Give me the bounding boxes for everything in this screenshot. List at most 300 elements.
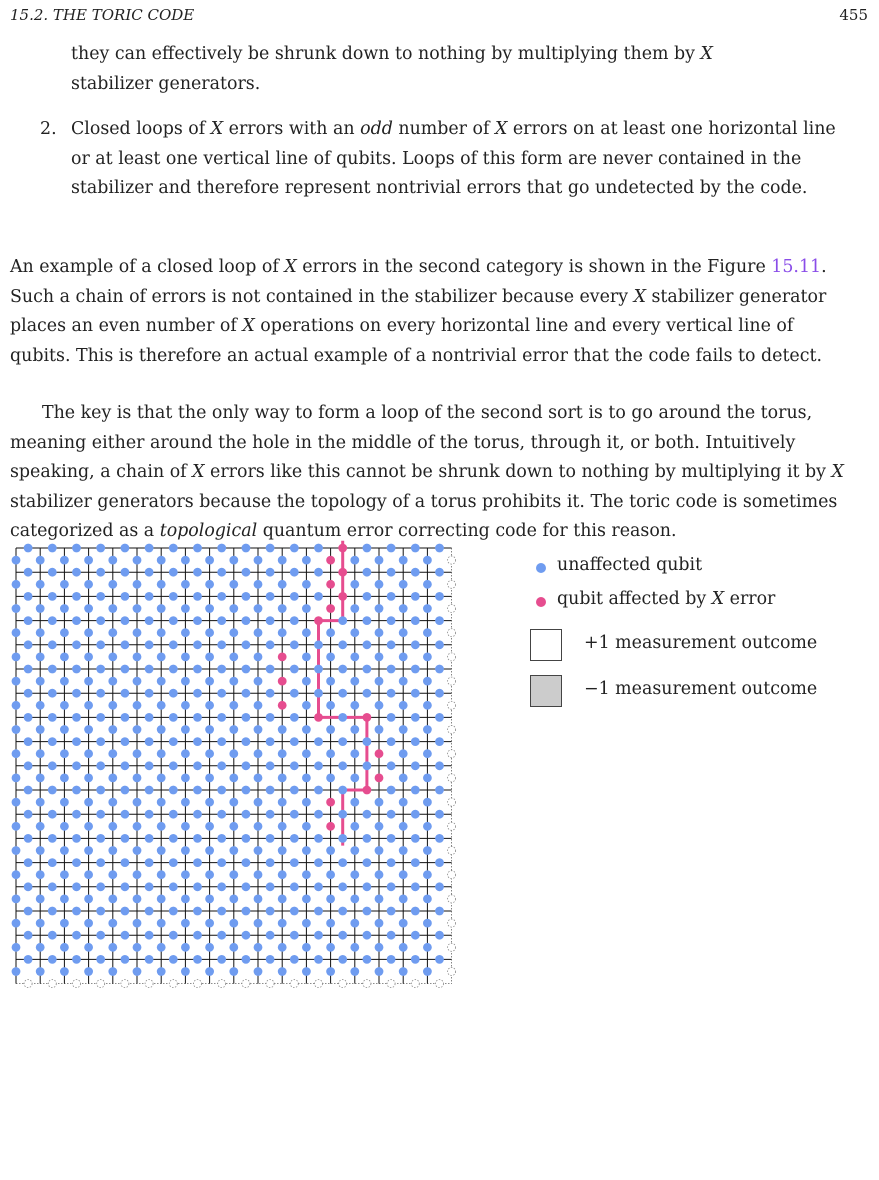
- list-item-2-text: Closed loops of X errors with an odd number of X errors on at least one horizontal line or at least one vertical line of qubits. Loops of this form are never contained in the stabilizer and therefore represent nontrivial errors that go undetected by the code.: [71, 119, 836, 199]
- unaffected-qubit: [12, 798, 21, 807]
- unaffected-qubit: [181, 725, 190, 734]
- unaffected-qubit: [375, 943, 384, 952]
- unaffected-qubit: [157, 967, 166, 976]
- unaffected-qubit: [314, 737, 323, 746]
- unaffected-qubit: [48, 786, 57, 795]
- unaffected-qubit: [375, 580, 384, 589]
- unaffected-qubit: [278, 774, 287, 783]
- unaffected-qubit: [121, 544, 130, 553]
- unaffected-qubit: [121, 568, 130, 577]
- affected-qubit: [338, 568, 347, 577]
- unaffected-qubit: [72, 665, 81, 674]
- running-header: [10, 6, 868, 30]
- unaffected-qubit: [363, 665, 372, 674]
- unaffected-qubit: [411, 592, 420, 601]
- unaffected-qubit: [229, 749, 238, 758]
- unaffected-qubit: [435, 665, 444, 674]
- unaffected-qubit: [266, 592, 275, 601]
- unaffected-qubit: [242, 616, 251, 625]
- unaffected-qubit: [399, 919, 408, 928]
- unaffected-qubit: [278, 846, 287, 855]
- unaffected-qubit: [84, 895, 93, 904]
- unaffected-qubit: [181, 822, 190, 831]
- unaffected-qubit: [302, 943, 311, 952]
- unaffected-qubit: [157, 701, 166, 710]
- unaffected-qubit: [423, 725, 432, 734]
- unaffected-qubit: [193, 640, 202, 649]
- unaffected-qubit: [157, 677, 166, 686]
- unaffected-qubit: [254, 798, 263, 807]
- unaffected-qubit: [229, 653, 238, 662]
- boundary-qubit: [387, 980, 395, 988]
- unaffected-qubit: [193, 592, 202, 601]
- unaffected-qubit: [375, 556, 384, 565]
- unaffected-qubit: [423, 919, 432, 928]
- unaffected-qubit: [84, 943, 93, 952]
- unaffected-qubit: [254, 822, 263, 831]
- unaffected-qubit: [48, 810, 57, 819]
- figure-reference-link[interactable]: 15.11: [771, 257, 822, 277]
- unaffected-qubit: [193, 616, 202, 625]
- unaffected-qubit: [205, 943, 214, 952]
- unaffected-qubit: [314, 761, 323, 770]
- unaffected-qubit: [145, 858, 154, 867]
- unaffected-qubit: [24, 955, 33, 964]
- unaffected-qubit: [145, 544, 154, 553]
- unaffected-qubit: [314, 858, 323, 867]
- unaffected-qubit: [423, 774, 432, 783]
- unaffected-qubit: [169, 834, 178, 843]
- unaffected-qubit: [290, 689, 299, 698]
- affected-qubit: [326, 604, 335, 613]
- unaffected-qubit: [363, 592, 372, 601]
- unaffected-qubit: [423, 967, 432, 976]
- unaffected-qubit: [157, 822, 166, 831]
- unaffected-qubit: [169, 640, 178, 649]
- unaffected-qubit: [242, 931, 251, 940]
- unaffected-qubit: [302, 967, 311, 976]
- unaffected-qubit: [96, 640, 105, 649]
- unaffected-qubit: [338, 882, 347, 891]
- unaffected-qubit: [121, 955, 130, 964]
- unaffected-qubit: [193, 761, 202, 770]
- unaffected-qubit: [290, 713, 299, 722]
- unaffected-qubit: [24, 761, 33, 770]
- unaffected-qubit: [350, 725, 359, 734]
- unaffected-qubit: [133, 846, 142, 855]
- unaffected-qubit: [314, 592, 323, 601]
- affected-qubit-swatch: [536, 597, 546, 607]
- unaffected-qubit: [72, 882, 81, 891]
- affected-qubit: [326, 556, 335, 565]
- unaffected-qubit: [24, 689, 33, 698]
- unaffected-qubit: [205, 774, 214, 783]
- unaffected-qubit: [108, 943, 117, 952]
- unaffected-qubit: [350, 677, 359, 686]
- unaffected-qubit: [133, 822, 142, 831]
- unaffected-qubit: [205, 677, 214, 686]
- unaffected-qubit: [24, 858, 33, 867]
- unaffected-qubit: [387, 544, 396, 553]
- unaffected-qubit: [350, 870, 359, 879]
- unaffected-qubit: [229, 725, 238, 734]
- unaffected-qubit: [326, 628, 335, 637]
- unaffected-qubit: [72, 761, 81, 770]
- boundary-qubit: [48, 980, 56, 988]
- unaffected-qubit: [290, 592, 299, 601]
- unaffected-qubit: [36, 774, 45, 783]
- unaffected-qubit: [338, 640, 347, 649]
- unaffected-qubit: [145, 689, 154, 698]
- unaffected-qubit: [48, 592, 57, 601]
- unaffected-qubit: [96, 834, 105, 843]
- unaffected-qubit: [326, 749, 335, 758]
- unaffected-qubit: [36, 870, 45, 879]
- unaffected-qubit: [36, 919, 45, 928]
- unaffected-qubit: [193, 665, 202, 674]
- unaffected-qubit: [375, 870, 384, 879]
- unaffected-qubit: [84, 604, 93, 613]
- unaffected-qubit: [36, 628, 45, 637]
- unaffected-qubit: [108, 967, 117, 976]
- unaffected-qubit: [181, 870, 190, 879]
- unaffected-qubit: [423, 822, 432, 831]
- unaffected-qubit: [217, 568, 226, 577]
- unaffected-qubit: [229, 798, 238, 807]
- unaffected-qubit: [121, 713, 130, 722]
- unaffected-qubit: [24, 544, 33, 553]
- unaffected-qubit: [266, 810, 275, 819]
- unaffected-qubit: [302, 677, 311, 686]
- unaffected-qubit: [411, 689, 420, 698]
- unaffected-qubit: [411, 713, 420, 722]
- unaffected-qubit: [302, 749, 311, 758]
- unaffected-qubit: [399, 580, 408, 589]
- unaffected-qubit: [72, 713, 81, 722]
- unaffected-qubit: [84, 846, 93, 855]
- unaffected-qubit: [326, 774, 335, 783]
- unaffected-qubit: [350, 653, 359, 662]
- unaffected-qubit: [96, 592, 105, 601]
- unaffected-qubit: [96, 713, 105, 722]
- unaffected-qubit: [242, 907, 251, 916]
- unaffected-qubit: [72, 786, 81, 795]
- unaffected-qubit: [278, 798, 287, 807]
- unaffected-qubit: [217, 834, 226, 843]
- unaffected-qubit: [145, 931, 154, 940]
- unaffected-qubit: [254, 580, 263, 589]
- unaffected-qubit: [363, 834, 372, 843]
- unaffected-qubit: [36, 749, 45, 758]
- unaffected-qubit: [193, 737, 202, 746]
- unaffected-qubit: [193, 786, 202, 795]
- unaffected-qubit: [36, 653, 45, 662]
- unaffected-qubit: [254, 628, 263, 637]
- unaffected-qubit: [205, 870, 214, 879]
- unaffected-qubit: [205, 701, 214, 710]
- unaffected-qubit: [229, 677, 238, 686]
- unaffected-qubit: [302, 701, 311, 710]
- legend-minus-label: −1 measurement outcome: [584, 679, 818, 699]
- unaffected-qubit: [399, 701, 408, 710]
- unaffected-qubit: [314, 544, 323, 553]
- unaffected-qubit: [205, 846, 214, 855]
- unaffected-qubit: [193, 882, 202, 891]
- unaffected-qubit: [181, 774, 190, 783]
- unaffected-qubit: [326, 943, 335, 952]
- unaffected-qubit: [121, 640, 130, 649]
- unaffected-qubit: [193, 568, 202, 577]
- unaffected-qubit: [121, 786, 130, 795]
- unaffected-qubit: [423, 749, 432, 758]
- unaffected-qubit: [229, 580, 238, 589]
- unaffected-qubit: [72, 689, 81, 698]
- unaffected-qubit: [169, 955, 178, 964]
- unaffected-qubit: [133, 677, 142, 686]
- unaffected-qubit: [60, 798, 69, 807]
- unaffected-qubit: [290, 834, 299, 843]
- unaffected-qubit: [96, 616, 105, 625]
- unaffected-qubit: [435, 907, 444, 916]
- unaffected-qubit: [338, 616, 347, 625]
- unaffected-qubit: [217, 713, 226, 722]
- unaffected-qubit: [108, 822, 117, 831]
- unaffected-qubit: [133, 919, 142, 928]
- unaffected-qubit: [399, 628, 408, 637]
- unaffected-qubit: [72, 640, 81, 649]
- unaffected-qubit: [423, 895, 432, 904]
- unaffected-qubit: [217, 907, 226, 916]
- unaffected-qubit: [133, 628, 142, 637]
- unaffected-qubit: [387, 616, 396, 625]
- boundary-qubit: [145, 980, 153, 988]
- unaffected-qubit: [387, 882, 396, 891]
- boundary-qubit: [448, 919, 456, 927]
- unaffected-qubit: [423, 870, 432, 879]
- unaffected-qubit: [60, 580, 69, 589]
- unaffected-qubit: [96, 761, 105, 770]
- unaffected-qubit: [314, 786, 323, 795]
- unaffected-qubit: [338, 834, 347, 843]
- unaffected-qubit: [36, 895, 45, 904]
- unaffected-qubit: [72, 737, 81, 746]
- unaffected-qubit: [254, 556, 263, 565]
- unaffected-qubit: [145, 640, 154, 649]
- unaffected-qubit: [242, 810, 251, 819]
- unaffected-qubit: [193, 689, 202, 698]
- unaffected-qubit: [338, 931, 347, 940]
- unaffected-qubit-swatch: [536, 563, 546, 573]
- unaffected-qubit: [278, 580, 287, 589]
- unaffected-qubit: [84, 556, 93, 565]
- unaffected-qubit: [12, 628, 21, 637]
- unaffected-qubit: [48, 689, 57, 698]
- unaffected-qubit: [302, 556, 311, 565]
- unaffected-qubit: [133, 774, 142, 783]
- unaffected-qubit: [242, 640, 251, 649]
- unaffected-qubit: [411, 858, 420, 867]
- affected-qubit: [363, 713, 372, 722]
- unaffected-qubit: [12, 822, 21, 831]
- affected-qubit: [326, 580, 335, 589]
- unaffected-qubit: [108, 628, 117, 637]
- legend-plus-label: +1 measurement outcome: [584, 633, 818, 653]
- boundary-qubit: [315, 980, 323, 988]
- list-item-2: [10, 115, 855, 204]
- unaffected-qubit: [338, 955, 347, 964]
- unaffected-qubit: [48, 882, 57, 891]
- section-title: 15.2. THE TORIC CODE: [10, 6, 195, 24]
- unaffected-qubit: [133, 725, 142, 734]
- unaffected-qubit: [435, 544, 444, 553]
- unaffected-qubit: [36, 822, 45, 831]
- unaffected-qubit: [181, 919, 190, 928]
- unaffected-qubit: [266, 955, 275, 964]
- unaffected-qubit: [169, 810, 178, 819]
- affected-qubit: [278, 701, 287, 710]
- unaffected-qubit: [84, 580, 93, 589]
- unaffected-qubit: [229, 822, 238, 831]
- unaffected-qubit: [326, 725, 335, 734]
- unaffected-qubit: [411, 665, 420, 674]
- unaffected-qubit: [121, 907, 130, 916]
- unaffected-qubit: [302, 798, 311, 807]
- minus-outcome-swatch: [530, 675, 562, 707]
- unaffected-qubit: [24, 640, 33, 649]
- unaffected-qubit: [205, 967, 214, 976]
- unaffected-qubit: [108, 870, 117, 879]
- unaffected-qubit: [205, 604, 214, 613]
- unaffected-qubit: [399, 677, 408, 686]
- legend-affected-label: qubit affected by X error: [557, 589, 776, 609]
- unaffected-qubit: [338, 713, 347, 722]
- unaffected-qubit: [181, 628, 190, 637]
- unaffected-qubit: [423, 677, 432, 686]
- unaffected-qubit: [254, 943, 263, 952]
- unaffected-qubit: [399, 822, 408, 831]
- unaffected-qubit: [375, 701, 384, 710]
- unaffected-qubit: [411, 786, 420, 795]
- unaffected-qubit: [157, 895, 166, 904]
- unaffected-qubit: [302, 895, 311, 904]
- boundary-qubit: [194, 980, 202, 988]
- unaffected-qubit: [387, 761, 396, 770]
- unaffected-qubit: [108, 701, 117, 710]
- unaffected-qubit: [302, 628, 311, 637]
- unaffected-qubit: [133, 604, 142, 613]
- unaffected-qubit: [266, 713, 275, 722]
- unaffected-qubit: [338, 665, 347, 674]
- unaffected-qubit: [375, 846, 384, 855]
- unaffected-qubit: [48, 858, 57, 867]
- unaffected-qubit: [157, 749, 166, 758]
- unaffected-qubit: [217, 761, 226, 770]
- unaffected-qubit: [48, 713, 57, 722]
- unaffected-qubit: [314, 665, 323, 674]
- unaffected-qubit: [411, 568, 420, 577]
- unaffected-qubit: [363, 882, 372, 891]
- unaffected-qubit: [399, 967, 408, 976]
- page-number: 455: [839, 6, 868, 24]
- unaffected-qubit: [205, 798, 214, 807]
- unaffected-qubit: [350, 943, 359, 952]
- unaffected-qubit: [12, 677, 21, 686]
- unaffected-qubit: [193, 544, 202, 553]
- unaffected-qubit: [290, 907, 299, 916]
- unaffected-qubit: [363, 907, 372, 916]
- unaffected-qubit: [350, 846, 359, 855]
- unaffected-qubit: [278, 919, 287, 928]
- unaffected-qubit: [217, 689, 226, 698]
- unaffected-qubit: [375, 725, 384, 734]
- unaffected-qubit: [326, 701, 335, 710]
- unaffected-qubit: [435, 858, 444, 867]
- unaffected-qubit: [181, 749, 190, 758]
- unaffected-qubit: [36, 677, 45, 686]
- unaffected-qubit: [338, 737, 347, 746]
- unaffected-qubit: [326, 870, 335, 879]
- unaffected-qubit: [169, 882, 178, 891]
- unaffected-qubit: [60, 822, 69, 831]
- unaffected-qubit: [399, 653, 408, 662]
- unaffected-qubit: [387, 834, 396, 843]
- unaffected-qubit: [96, 882, 105, 891]
- unaffected-qubit: [48, 665, 57, 674]
- unaffected-qubit: [266, 858, 275, 867]
- unaffected-qubit: [435, 616, 444, 625]
- unaffected-qubit: [145, 810, 154, 819]
- unaffected-qubit: [254, 701, 263, 710]
- unaffected-qubit: [423, 846, 432, 855]
- unaffected-qubit: [96, 737, 105, 746]
- unaffected-qubit: [326, 895, 335, 904]
- unaffected-qubit: [72, 568, 81, 577]
- unaffected-qubit: [399, 846, 408, 855]
- unaffected-qubit: [121, 761, 130, 770]
- unaffected-qubit: [399, 895, 408, 904]
- unaffected-qubit: [60, 846, 69, 855]
- plus-outcome-swatch: [530, 629, 562, 661]
- unaffected-qubit: [157, 604, 166, 613]
- unaffected-qubit: [108, 580, 117, 589]
- unaffected-qubit: [290, 616, 299, 625]
- unaffected-qubit: [254, 749, 263, 758]
- unaffected-qubit: [157, 846, 166, 855]
- unaffected-qubit: [254, 774, 263, 783]
- unaffected-qubit: [12, 580, 21, 589]
- unaffected-qubit: [338, 907, 347, 916]
- unaffected-qubit: [387, 713, 396, 722]
- unaffected-qubit: [145, 786, 154, 795]
- unaffected-qubit: [302, 604, 311, 613]
- unaffected-qubit: [145, 834, 154, 843]
- unaffected-qubit: [290, 955, 299, 964]
- unaffected-qubit: [399, 556, 408, 565]
- unaffected-qubit: [375, 822, 384, 831]
- unaffected-qubit: [72, 810, 81, 819]
- unaffected-qubit: [217, 737, 226, 746]
- unaffected-qubit: [60, 725, 69, 734]
- unaffected-qubit: [302, 822, 311, 831]
- unaffected-qubit: [193, 907, 202, 916]
- unaffected-qubit: [411, 761, 420, 770]
- unaffected-qubit: [36, 725, 45, 734]
- boundary-qubit: [218, 980, 226, 988]
- unaffected-qubit: [314, 955, 323, 964]
- unaffected-qubit: [435, 640, 444, 649]
- unaffected-qubit: [205, 653, 214, 662]
- unaffected-qubit: [96, 931, 105, 940]
